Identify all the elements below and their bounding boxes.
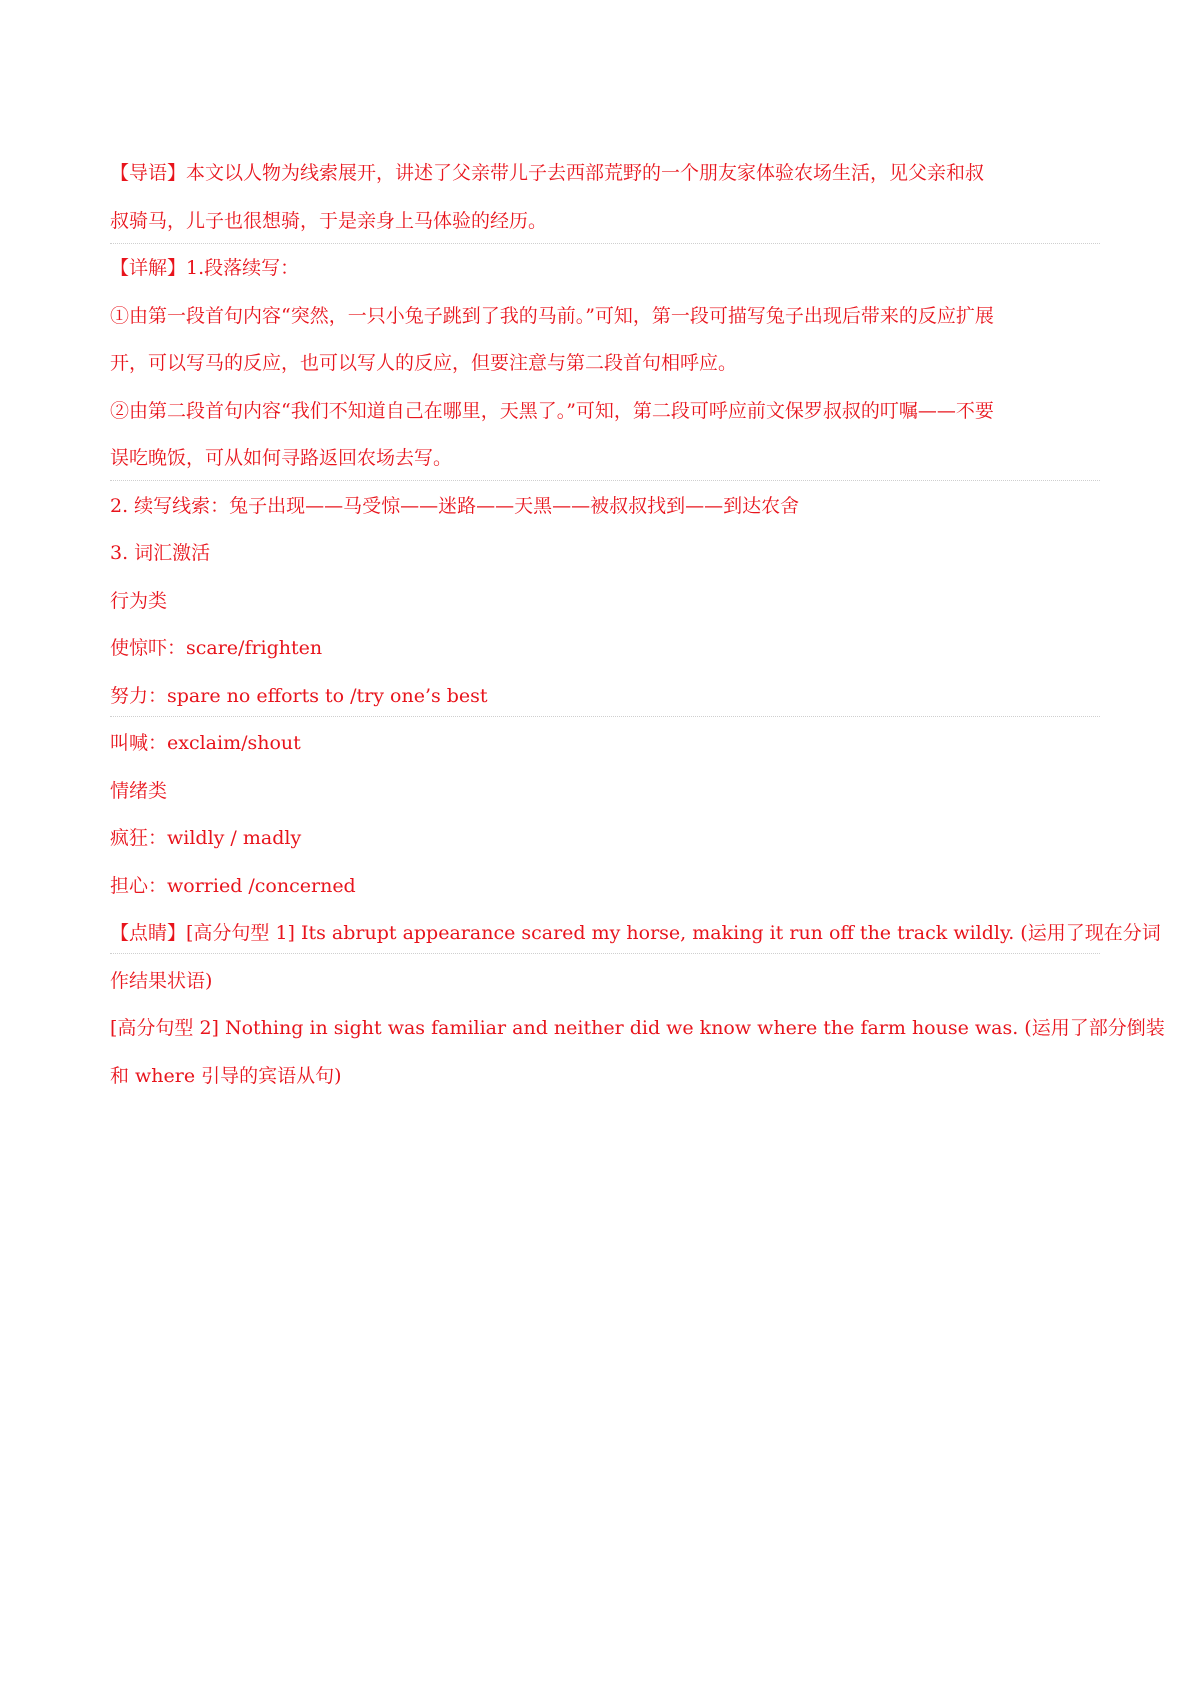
- detail-item-2-line-2: 误吃晚饭，可从如何寻路返回农场去写。: [110, 447, 453, 469]
- vocab-item-wildly: 疯狂：wildly / madly: [110, 827, 302, 849]
- plot-clues: 2. 续写线索：兔子出现——马受惊——迷路——天黑——被叔叔找到——到达农舍: [110, 494, 800, 517]
- vocab-category-emotion: 情绪类: [110, 779, 168, 802]
- detail-item-1-line-1: ①由第一段首句内容“突然，一只小兔子跳到了我的马前。”可知，第一段可描写兔子出现后带来的反应扩展: [110, 304, 994, 327]
- highlight-sentence-2-line-2: 和 where 引导的宾语从句): [110, 1064, 342, 1087]
- highlight-sentence-2-line-1: [高分句型 2] Nothing in sight was familiar and neither did we know where the farm house was. (运用了部分倒装: [110, 1017, 1165, 1039]
- highlight-sentence-1-line-2: 作结果状语): [110, 969, 213, 992]
- dotted-separator: [110, 243, 1100, 244]
- vocab-item-effort: 努力：spare no efforts to /try one’s best: [110, 684, 488, 707]
- highlight-sentence-1-line-1: 【点睛】[高分句型 1] Its abrupt appearance scared my horse, making it run off the track wildly. (运用了现在分词: [110, 922, 1161, 944]
- intro-line-1: 【导语】本文以人物为线索展开，讲述了父亲带儿子去西部荒野的一个朋友家体验农场生活，见父亲和叔: [110, 162, 985, 184]
- dotted-separator: [110, 480, 1100, 481]
- vocab-item-worried: 担心：worried /concerned: [110, 874, 356, 897]
- detail-heading: 【详解】1.段落续写：: [110, 257, 300, 279]
- vocab-item-scare: 使惊吓：scare/frighten: [110, 637, 323, 659]
- document-body: [110, 150, 1165, 1100]
- dotted-separator: [110, 716, 1100, 717]
- vocab-category-action: 行为类: [110, 589, 168, 612]
- vocab-item-shout: 叫喊：exclaim/shout: [110, 732, 301, 754]
- vocab-heading: 3. 词汇激活: [110, 542, 211, 564]
- detail-item-1-line-2: 开，可以写马的反应，也可以写人的反应，但要注意与第二段首句相呼应。: [110, 352, 738, 374]
- intro-line-2: 叔骑马，儿子也很想骑，于是亲身上马体验的经历。: [110, 209, 548, 232]
- dotted-separator: [110, 953, 1100, 954]
- detail-item-2-line-1: ②由第二段首句内容“我们不知道自己在哪里，天黑了。”可知，第二段可呼应前文保罗叔叔的叮嘱——不要: [110, 399, 994, 422]
